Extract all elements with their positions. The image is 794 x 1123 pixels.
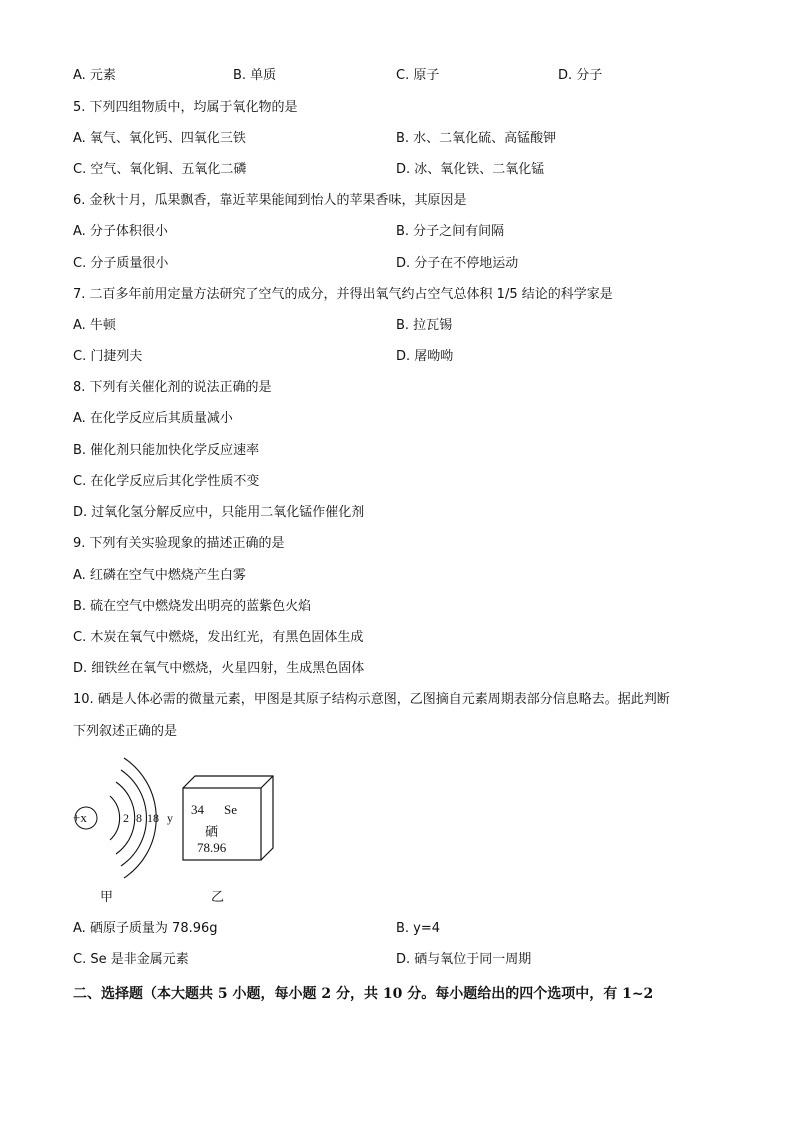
q6-option-d: D. 分子在不停地运动	[396, 256, 519, 271]
q10-stem-line2: 下列叙述正确的是	[73, 724, 178, 739]
q6-option-c: C. 分子质量很小	[73, 256, 169, 271]
q7-option-b: B. 拉瓦锡	[396, 318, 453, 333]
q7-option-a: A. 牛顿	[73, 318, 116, 333]
q10-stem-line1: 10. 硒是人体必需的微量元素，甲图是其原子结构示意图，乙图摘自元素周期表部分信息略去。据此判断	[73, 692, 670, 707]
q6-stem: 6. 金秋十月，瓜果飘香，靠近苹果能闻到怡人的苹果香味，其原因是	[73, 193, 467, 208]
q7-stem: 7. 二百多年前用定量方法研究了空气的成分，并得出氧气约占空气总体积 1/5 结论的科学家是	[73, 287, 613, 302]
atom-structure-diagram	[66, 752, 286, 912]
figure-label-right: 乙	[211, 890, 225, 905]
q8-stem: 8. 下列有关催化剂的说法正确的是	[73, 380, 272, 395]
q5-option-b: B. 水、二氧化硫、高锰酸钾	[396, 131, 557, 146]
q10-figure	[66, 752, 286, 912]
q4-option-d: D. 分子	[558, 68, 603, 83]
q10-option-d: D. 硒与氧位于同一周期	[396, 952, 532, 967]
q7-option-c: C. 门捷列夫	[73, 349, 143, 364]
q4-option-a: A. 元素	[73, 68, 116, 83]
q9-stem: 9. 下列有关实验现象的描述正确的是	[73, 536, 285, 551]
shell-count-3: 18	[147, 811, 159, 825]
figure-label-left: 甲	[100, 890, 114, 905]
shell-count-4: y	[167, 811, 173, 825]
q9-option-c: C. 木炭在氧气中燃烧，发出红光，有黑色固体生成	[73, 630, 364, 645]
q8-option-b: B. 催化剂只能加快化学反应速率	[73, 443, 260, 458]
shell-count-2: 8	[136, 811, 142, 825]
q9-option-b: B. 硫在空气中燃烧发出明亮的蓝紫色火焰	[73, 599, 312, 614]
element-box-edge	[261, 776, 273, 788]
q8-option-c: C. 在化学反应后其化学性质不变	[73, 474, 260, 489]
shell-arc-1	[110, 796, 120, 840]
shell-count-1: 2	[123, 811, 129, 825]
q5-option-a: A. 氧气、氧化钙、四氧化三铁	[73, 131, 246, 146]
q6-option-b: B. 分子之间有间隔	[396, 224, 505, 239]
element-symbol: Se	[224, 802, 237, 817]
q6-option-a: A. 分子体积很小	[73, 224, 168, 239]
q10-option-c: C. Se 是非金属元素	[73, 952, 189, 967]
q9-option-a: A. 红磷在空气中燃烧产生白雾	[73, 568, 246, 583]
q5-stem: 5. 下列四组物质中，均属于氧化物的是	[73, 100, 298, 115]
q4-option-b: B. 单质	[233, 68, 277, 83]
q5-option-c: C. 空气、氧化铜、五氧化二磷	[73, 162, 247, 177]
q7-option-d: D. 屠呦呦	[396, 349, 454, 364]
q9-option-d: D. 细铁丝在氧气中燃烧，火星四射，生成黑色固体	[73, 661, 365, 676]
q10-option-b: B. y=4	[396, 921, 441, 936]
element-name: 硒	[205, 825, 219, 840]
q4-option-c: C. 原子	[396, 68, 440, 83]
q5-option-d: D. 冰、氧化铁、二氧化锰	[396, 162, 545, 177]
section2-heading: 二、选择题（本大题共 5 小题，每小题 2 分，共 10 分。每小题给出的四个选项中，有 1~2	[73, 986, 654, 1002]
nucleus-label: +x	[73, 810, 87, 825]
q8-option-a: A. 在化学反应后其质量减小	[73, 411, 233, 426]
q8-option-d: D. 过氧化氢分解反应中，只能用二氧化锰作催化剂	[73, 505, 365, 520]
element-number: 34	[191, 802, 204, 817]
element-mass: 78.96	[197, 840, 227, 855]
q10-option-a: A. 硒原子质量为 78.96g	[73, 921, 218, 936]
